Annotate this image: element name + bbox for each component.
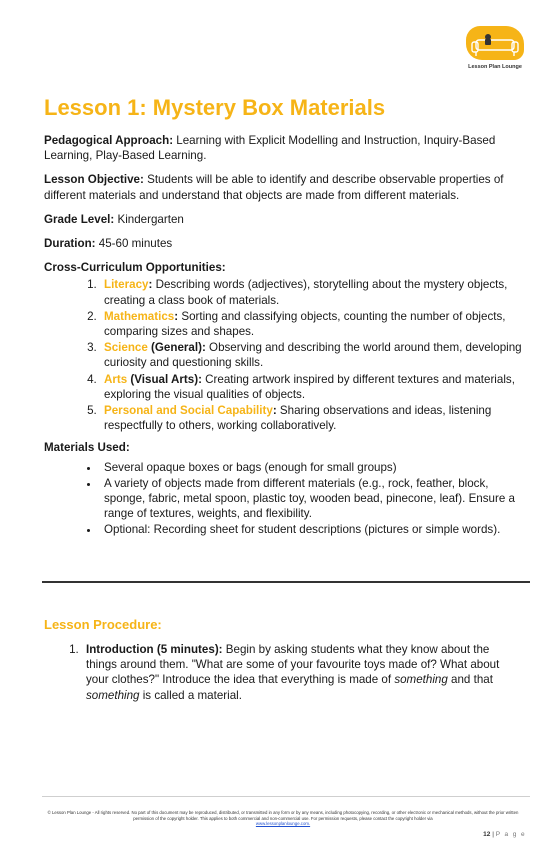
list-item: 2. Mathematics: Sorting and classifying objects, counting the number of objects, comparing sizes and shapes.	[100, 309, 522, 339]
materials-heading: Materials Used:	[44, 441, 130, 455]
copyright-text: © Lesson Plan Lounge - All rights reserved. No part of this document may be reproduced, distributed, or transmitted in any form or by any means, including photocopying, recording, or other electronic or mechanical methods, without the prior written permission of the copyright holder. This applies to both commercial and non-commercial use. For permission requests, please contact the copyright holder via	[47, 810, 519, 821]
objective-label: Lesson Objective:	[44, 173, 144, 187]
subject-name: Mathematics	[104, 309, 175, 323]
subject-name: Arts	[104, 372, 128, 386]
grade-label: Grade Level:	[44, 212, 115, 226]
list-item: • Several opaque boxes or bags (enough for small groups)	[100, 460, 522, 475]
page-number: 12 | P a g e	[483, 831, 526, 838]
logo-text: Lesson Plan Lounge	[468, 64, 522, 70]
duration-text: 45-60 minutes	[95, 237, 173, 251]
footer-divider	[42, 796, 530, 797]
lesson-overview	[44, 133, 522, 539]
pedagogical-approach	[44, 133, 522, 163]
cross-curriculum-heading: Cross-Curriculum Opportunities:	[44, 261, 226, 275]
list-item: • A variety of objects made from different materials (e.g., rock, feather, block, sponge, fabric, metal spoon, plastic toy, wooden bead, pinecone, leaf). Ensure a range of textures, weights, and flexibility.	[100, 476, 522, 522]
materials-list	[44, 460, 522, 538]
subject-name: Personal and Social Capability	[104, 404, 273, 418]
section-divider	[42, 581, 530, 583]
procedure-body	[44, 642, 522, 703]
procedure-list	[44, 642, 522, 703]
subject-name: Science	[104, 341, 148, 355]
grade-text: Kindergarten	[114, 212, 184, 226]
approach-text: Learning with Explicit Modelling and Instruction, Inquiry-Based Learning, Play-Based Learning.	[44, 134, 496, 163]
procedure-heading: Lesson Procedure:	[44, 617, 162, 632]
lesson-objective	[44, 172, 522, 202]
step-label: Introduction (5 minutes):	[86, 643, 223, 656]
duration	[44, 236, 522, 251]
list-item: 1. Literacy: Describing words (adjectives), storytelling about the mystery objects, creating a class book of materials.	[100, 277, 522, 307]
lesson-plan-lounge-logo	[462, 26, 528, 80]
list-item: 4. Arts (Visual Arts): Creating artwork inspired by different textures and materials, exploring the visual qualities of objects.	[100, 372, 522, 402]
subject-name: Literacy	[104, 278, 149, 292]
lesson-title: Lesson 1: Mystery Box Materials	[44, 95, 386, 120]
cross-curriculum-list	[44, 277, 522, 433]
website-link[interactable]: www.lessonplanlounge.com.	[255, 821, 311, 827]
copyright-footer	[44, 810, 522, 827]
duration-label: Duration:	[44, 237, 96, 251]
list-item: • Optional: Recording sheet for student descriptions (pictures or simple words).	[100, 522, 522, 537]
grade-level	[44, 212, 522, 227]
approach-label: Pedagogical Approach:	[44, 134, 174, 147]
sofa-icon	[468, 28, 522, 60]
objective-text: Students will be able to identify and describe observable properties of different materials and understand that objects are made from different materials.	[44, 173, 504, 202]
list-item: 1. Introduction (5 minutes): Begin by asking students what they know about the things around them. "What are some of your favourite toys made of? What about your clothes?" Introduce the idea that everything is made of something and that something is called a material.	[82, 642, 522, 703]
list-item: 3. Science (General): Observing and describing the world around them, developing curiosity and questioning skills.	[100, 340, 522, 370]
list-item: 5. Personal and Social Capability: Sharing observations and ideas, listening respectfully to others, working collaboratively.	[100, 403, 522, 433]
